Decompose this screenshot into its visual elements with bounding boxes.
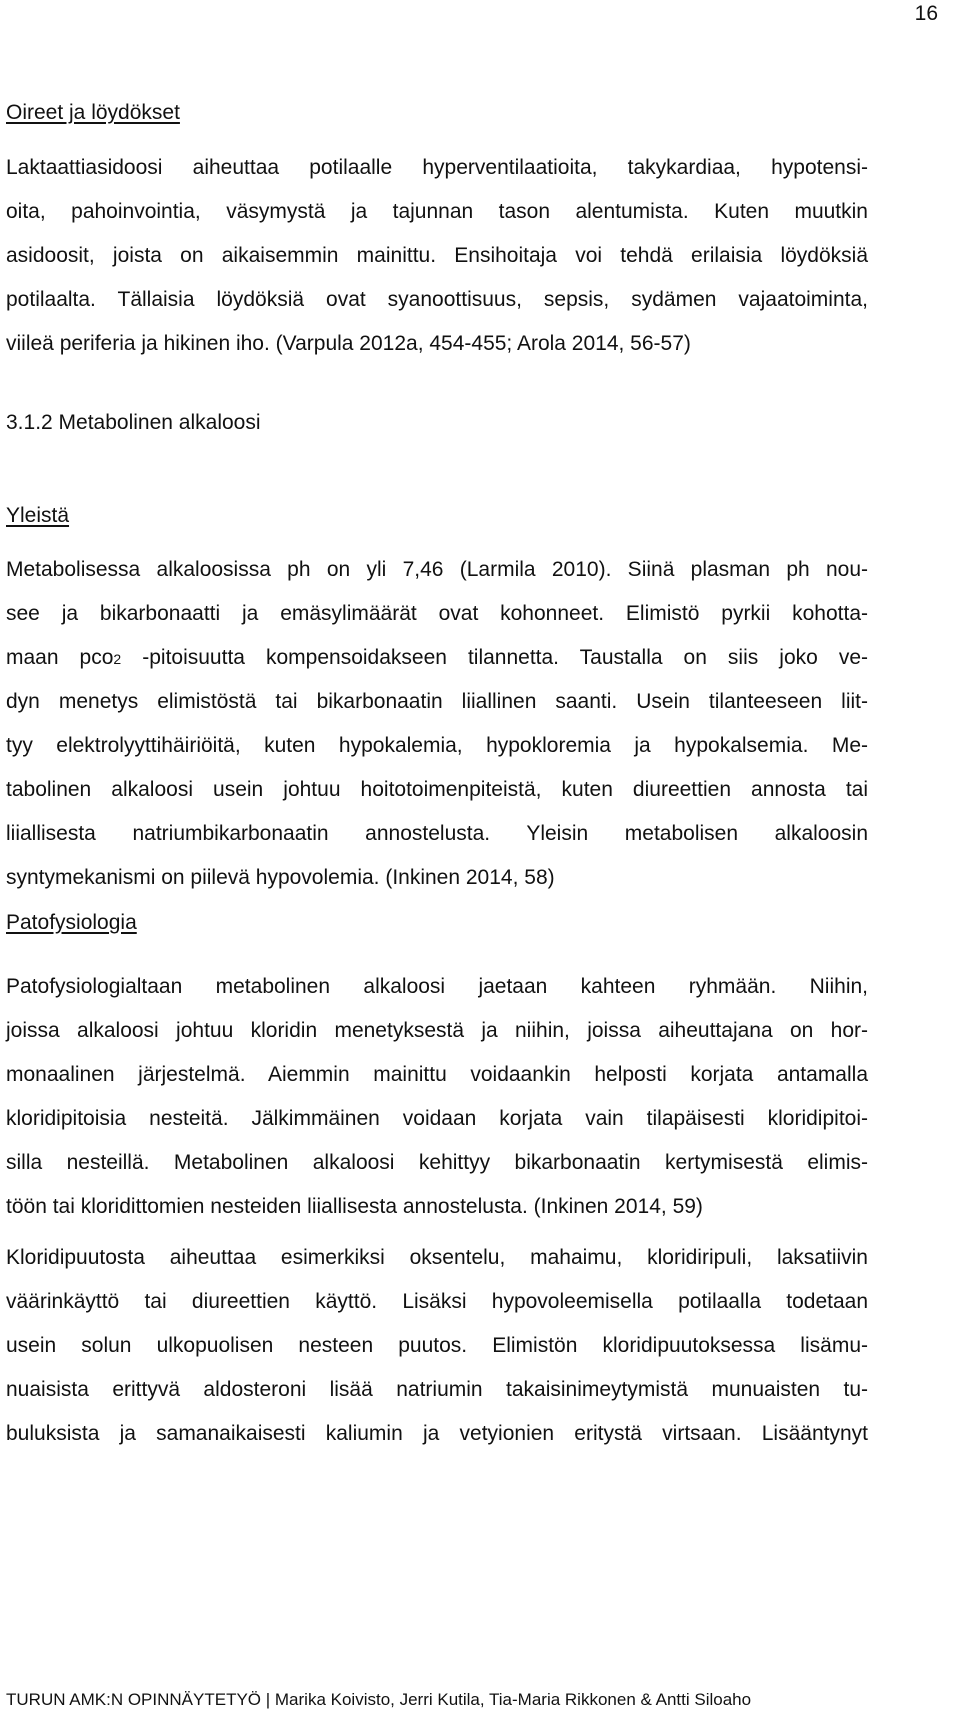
section-heading-pathophysiology: Patofysiologia [6, 911, 137, 934]
text-line: monaalinen järjestelmä. Aiemmin mainittu voidaankin helposti korjata antamalla [6, 1063, 868, 1086]
text-line: viileä periferia ja hikinen iho. (Varpula 2012a, 454-455; Arola 2014, 56-57) [6, 332, 691, 355]
text-line: töön tai kloridittomien nesteiden liiallisesta annostelusta. (Inkinen 2014, 59) [6, 1195, 703, 1218]
text-line: tabolinen alkaloosi usein johtuu hoitotoimenpiteistä, kuten diureettien annosta tai [6, 778, 868, 801]
text-line: nuaisista erittyvä aldosteroni lisää natriumin takaisinimeytymistä munuaisten tu- [6, 1378, 868, 1401]
text-line: liiallisesta natriumbikarbonaatin annostelusta. Yleisin metabolisen alkaloosin [6, 822, 868, 845]
text-line: Patofysiologialtaan metabolinen alkaloosi jaetaan kahteen ryhmään. Niihin, [6, 975, 868, 998]
section-title-metabolic-alkalosis: 3.1.2 Metabolinen alkaloosi [6, 411, 261, 434]
section-heading-symptoms: Oireet ja löydökset [6, 101, 180, 124]
paragraph-general [6, 548, 868, 900]
paragraph-pathophysiology-2 [6, 1236, 868, 1456]
page-number: 16 [914, 2, 938, 25]
text-line: joissa alkaloosi johtuu kloridin menetyksestä ja niihin, joissa aiheuttajana on hor- [6, 1019, 868, 1042]
text-line: väärinkäyttö tai diureettien käyttö. Lisäksi hypovoleemisella potilaalla todetaan [6, 1290, 868, 1313]
text-line: Kloridipuutosta aiheuttaa esimerkiksi oksentelu, mahaimu, kloridiripuli, laksatiivin [6, 1246, 868, 1269]
subscript-two: 2 [113, 651, 122, 667]
text-line [6, 636, 868, 680]
text-line: Metabolisessa alkaloosissa ph on yli 7,46 (Larmila 2010). Siinä plasman ph nou- [6, 558, 868, 581]
text-line: syntymekanismi on piilevä hypovolemia. (Inkinen 2014, 58) [6, 866, 555, 889]
text-line: potilaalta. Tällaisia löydöksiä ovat syanoottisuus, sepsis, sydämen vajaatoiminta, [6, 288, 868, 311]
paragraph-symptoms [6, 146, 868, 366]
text-line: Laktaattiasidoosi aiheuttaa potilaalle hyperventilaatioita, takykardiaa, hypotensi- [6, 156, 868, 179]
text-fragment: maan pco [6, 646, 114, 669]
text-line: silla nesteillä. Metabolinen alkaloosi kehittyy bikarbonaatin kertymisestä elimis- [6, 1151, 868, 1174]
text-line: dyn menetys elimistöstä tai bikarbonaatin liiallinen saanti. Usein tilanteeseen liit- [6, 690, 868, 713]
text-line: oita, pahoinvointia, väsymystä ja tajunnan tason alentumista. Kuten muutkin [6, 200, 868, 223]
section-heading-general: Yleistä [6, 504, 70, 527]
text-fragment: -pitoisuutta kompensoidakseen tilannetta. Taustalla on siis joko ve- [121, 646, 868, 669]
page-footer: TURUN AMK:N OPINNÄYTETYÖ | Marika Koivisto, Jerri Kutila, Tia-Maria Rikkonen & Antti Siloaho [6, 1690, 752, 1709]
paragraph-pathophysiology-1 [6, 965, 868, 1229]
text-line: asidoosit, joista on aikaisemmin mainittu. Ensihoitaja voi tehdä erilaisia löydöksiä [6, 244, 868, 267]
text-line: usein solun ulkopuolisen nesteen puutos. Elimistön kloridipuutoksessa lisämu- [6, 1334, 868, 1357]
text-line: buluksista ja samanaikaisesti kaliumin ja vetyionien eritystä virtsaan. Lisääntynyt [6, 1422, 868, 1445]
text-line: tyy elektrolyyttihäiriöitä, kuten hypokalemia, hypokloremia ja hypokalsemia. Me- [6, 734, 868, 757]
text-line: see ja bikarbonaatti ja emäsylimäärät ovat kohonneet. Elimistö pyrkii kohotta- [6, 602, 868, 625]
text-line: kloridipitoisia nesteitä. Jälkimmäinen voidaan korjata vain tilapäisesti kloridipitoi- [6, 1107, 868, 1130]
